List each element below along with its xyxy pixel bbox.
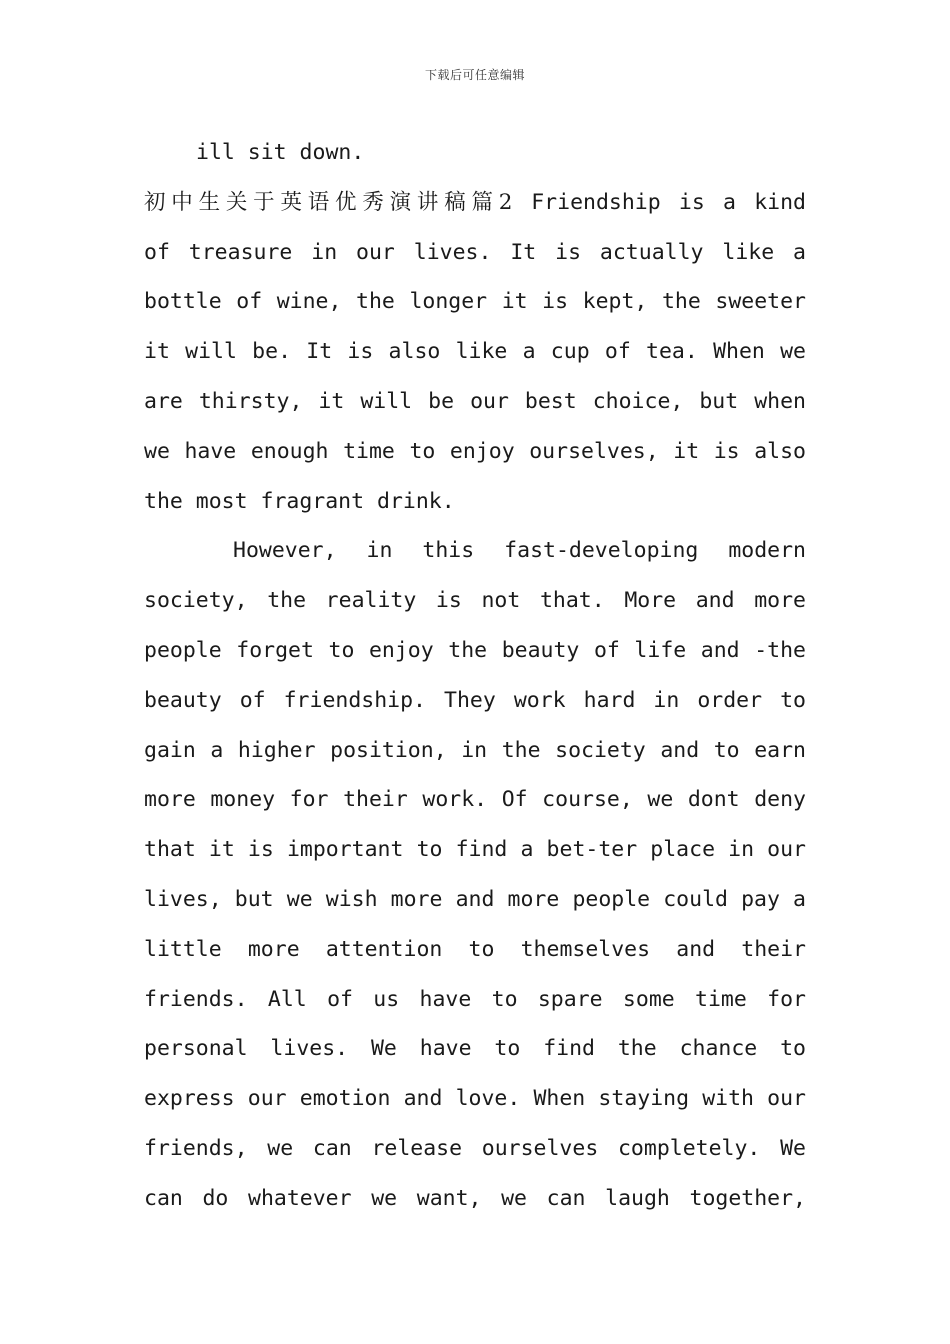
text-line: that it is important to find a bet-ter place in our [144, 837, 806, 863]
text-fragment: Friendship is a kind [531, 189, 806, 215]
text-line: express our emotion and love. When staying with our [144, 1086, 806, 1112]
text-line: can do whatever we want, we can laugh together, [144, 1185, 806, 1211]
text-line: beauty of friendship. They work hard in order to [144, 687, 806, 713]
text-line: more money for their work. Of course, we dont deny [144, 787, 806, 813]
text-line: the most fragrant drink. [144, 488, 455, 514]
text-line: gain a higher position, in the society and to earn [144, 737, 806, 763]
text-line: friends, we can release ourselves completely. We [144, 1135, 806, 1161]
paragraph-first-line: However, in this fast-developing modern [233, 538, 806, 564]
text-line: lives, but we wish more and more people could pay a [144, 886, 806, 912]
document-body [144, 128, 806, 1224]
text-line: we have enough time to enjoy ourselves, it is also [144, 438, 806, 464]
text-line: it will be. It is also like a cup of tea. When we [144, 339, 806, 365]
text-line: society, the reality is not that. More and more [144, 588, 806, 614]
text-line: personal lives. We have to find the chance to [144, 1036, 806, 1062]
text-line: ill sit down. [196, 140, 365, 165]
page-header: 下载后可任意编辑 [424, 68, 525, 82]
text-line: are thirsty, it will be our best choice, but when [144, 388, 806, 414]
text-line: little more attention to themselves and their [144, 936, 806, 962]
text-line: people forget to enjoy the beauty of life and -the [144, 637, 806, 663]
section-heading: 初中生关于英语优秀演讲稿篇2 [144, 189, 513, 215]
text-line: of treasure in our lives. It is actually like a [144, 239, 806, 265]
text-line: bottle of wine, the longer it is kept, the sweeter [144, 289, 806, 315]
text-line-heading [144, 178, 806, 228]
text-line: friends. All of us have to spare some time for [144, 986, 806, 1012]
